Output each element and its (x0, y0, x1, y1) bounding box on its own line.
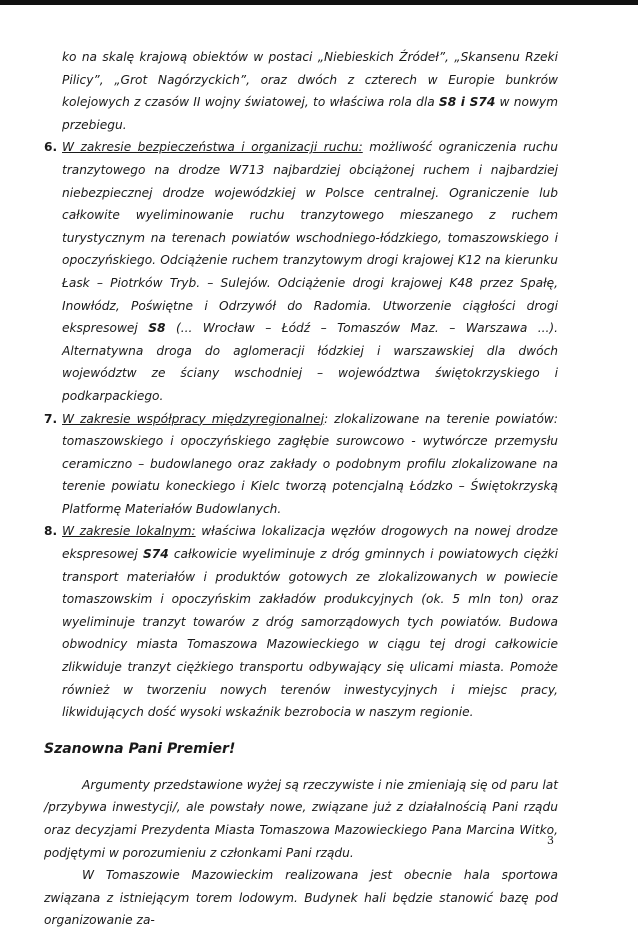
continuation-paragraph (62, 46, 558, 136)
road-s74: S74 (142, 547, 169, 562)
item-text-a: właściwa lokalizacja węzłów drogowych na nowej drodze ekspresowej (62, 524, 558, 562)
document-page (44, 46, 558, 932)
item-heading: W zakresie bezpieczeństwa i organizacji ruchu: (62, 140, 363, 155)
salutation: Szanowna Pani Premier! (44, 740, 236, 757)
item-text: : zlokalizowane na terenie powiatów: tomaszowskiego i opoczyńskiego zagłębie surowcowo - wytwórcze przemysłu ceramiczno – budowlanego oraz zakłady o podobnym profilu zlokalizowane na terenie powiatu koneckiego i Kielc tworzą potencjalną Łódzko – Świętokrzyską Platformę Materiałów Budowlanych. (62, 411, 558, 516)
item-text-b: całkowicie wyeliminuje z dróg gminnych i powiatowych ciężki transport materiałów i produktów gotowych ze zlokalizowanych w powiecie tomaszowskim i opoczyńskim zakładów produkcyjnych (ok. 5 mln ton) oraz wyeliminuje tranzyt towarów z dróg samorządowych tych powiatów. Budowa obwodnicy miasta Tomaszowa Mazowieckiego w ciągu tej drogi całkowicie zlikwiduje tranzyt ciężkiego transportu odbywający się ulicami miasta. Pomoże również w tworzeniu nowych terenów inwestycyjnych i miejsc pracy, likwidujących dość wysoki wskaźnik bezrobocia w naszym regionie. (62, 547, 558, 720)
list-item-6 (44, 136, 558, 407)
item-number: 8. (44, 524, 58, 539)
conjunction: i (456, 95, 470, 110)
continuation-text-b: w nowym przebiegu. (62, 95, 558, 132)
item-heading: W zakresie współpracy międzyregionalnej (62, 411, 325, 426)
scan-top-edge (0, 0, 638, 5)
item-heading: W zakresie lokalnym: (62, 524, 196, 539)
item-text-a: możliwość ograniczenia ruchu tranzytowego na drodze W713 najbardziej obciążonej ruchem i najbardziej niebezpiecznej drodze wojewódzkiej w Polsce centralnej. Ograniczenie lub całkowite wyeliminowanie ruchu tranzytowego mieszanego z ruchem turystycznym na terenach powiatów wschodniego-łódzkiego, tomaszowskiego i opoczyńskiego. Odciążenie ruchem tranzytowym drogi krajowej K12 na kierunku Łask – Piotrków Tryb. – Sulejów. Odciążenie drogi krajowej K48 przez Spałę, Inowłódz, Poświętne i Odrzywół do Radomia. Utworzenie ciągłości drogi ekspresowej (62, 140, 558, 336)
list-item-7 (44, 408, 558, 521)
road-s8: S8 (438, 95, 457, 110)
list-item-8 (44, 520, 558, 723)
continuation-text-a: ko na skalę krajową obiektów w postaci „Niebieskich Źródeł”, „Skansenu Rzeki Pilicy”, „Grot Nagórzyckich”, oraz dwóch z czterech w Europie bunkrów kolejowych z czasów II wojny światowej, to właściwa rola dla (62, 50, 558, 110)
road-s8: S8 (148, 321, 166, 336)
paragraph-arguments: Argumenty przedstawione wyżej są rzeczywiste i nie zmieniają się od paru lat /przybywa inwestycji/, ale powstały nowe, związane już z działalnością Pani rządu oraz decyzjami Prezydenta Miasta Tomaszowa Mazowieckiego Pana Marcina Witko, podjętymi w porozumieniu z członkami Pani rządu. (44, 777, 558, 860)
item-number: 7. (44, 411, 58, 426)
item-number: 6. (44, 140, 58, 155)
road-s74: S74 (469, 95, 496, 110)
page-number: 3 (547, 834, 554, 847)
item-text-b: (... Wrocław – Łódź – Tomaszów Maz. – Warszawa ...). Alternatywna droga do aglomeracji łódzkiej i warszawskiej dla dwóch województw ze ściany wschodniej – województwa świętokrzyskiego i podkarpackiego. (62, 321, 558, 403)
paragraph-sports-hall: W Tomaszowie Mazowieckim realizowana jest obecnie hala sportowa związana z istniejącym torem lodowym. Budynek hali będzie stanowić bazę pod organizowanie za- (44, 868, 558, 928)
